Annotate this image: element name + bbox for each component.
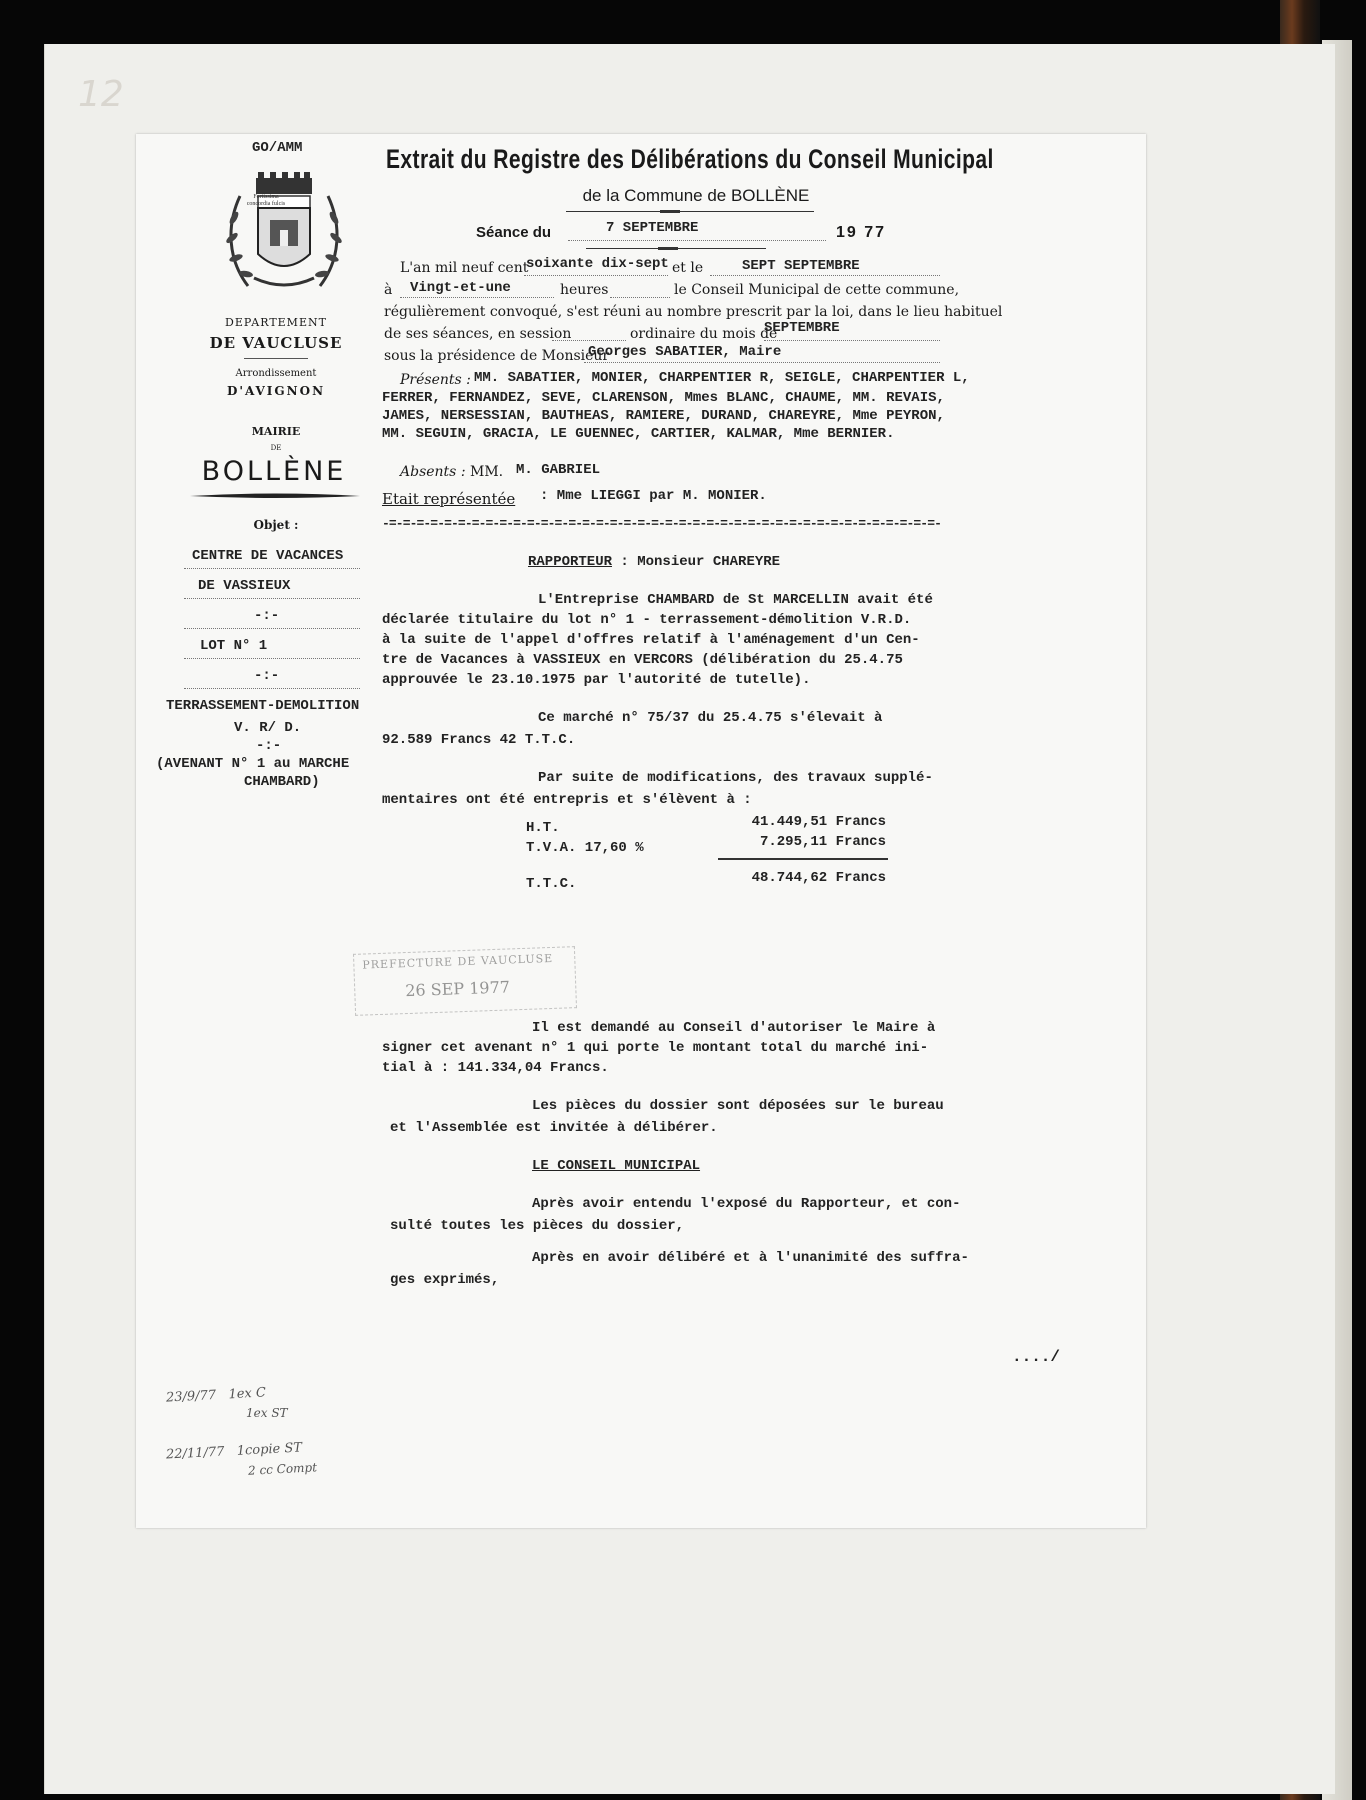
objet-line: DE VASSIEUX (198, 578, 291, 594)
body-line: Les pièces du dossier sont déposées sur le bureau (532, 1098, 944, 1114)
body-line: déclarée titulaire du lot n° 1 - terrassement-démolition V.R.D. (382, 612, 912, 628)
amount-label: T.T.C. (526, 876, 577, 892)
departement-label: DEPARTEMENT (225, 316, 327, 329)
body-line: Ce marché n° 75/37 du 25.4.75 s'élevait à (538, 710, 883, 726)
document-subtitle: de la Commune de BOLLÈNE (582, 186, 810, 205)
preamble-hour: Vingt-et-une (410, 280, 511, 296)
mairie-label: MAIRIE (251, 425, 301, 438)
body-line: Il est demandé au Conseil d'autoriser le Maire à (532, 1020, 936, 1036)
presents-line: MM. SABATIER, MONIER, CHARPENTIER R, SEIGLE, CHARPENTIER L, (474, 370, 970, 386)
crest-motto-line2: concordia fulcis (246, 201, 286, 207)
seance-year: 19 77 (836, 224, 887, 241)
objet-line: CENTRE DE VACANCES (192, 548, 344, 564)
represente-text: : Mme LIEGGI par M. MONIER. (540, 488, 767, 504)
absents-names: M. GABRIEL (516, 462, 601, 478)
ville-flourish-icon (188, 492, 362, 500)
objet-line: -:- (254, 608, 280, 624)
document-title: Extrait du Registre des Délibérations du Conseil Municipal (386, 144, 994, 174)
rapporteur-label: RAPPORTEUR (528, 554, 613, 570)
handwritten-note: 22/11/77 1copie ST (165, 1440, 303, 1463)
rapporteur-name: : Monsieur CHAREYRE (620, 554, 781, 570)
arrondissement-name: D'AVIGNON (226, 384, 326, 398)
preamble-text: heures (560, 282, 609, 298)
ville-name: BOLLÈNE (201, 456, 347, 487)
amount-label: T.V.A. 17,60 % (526, 840, 644, 856)
body-line: tial à : 141.334,04 Francs. (382, 1060, 609, 1076)
preamble-text: de ses séances, en session (384, 326, 572, 342)
body-line: L'Entreprise CHAMBARD de St MARCELLIN avait été (538, 592, 933, 608)
objet-line: V. R/ D. (234, 720, 302, 736)
amount-value: 7.295,11 Francs (759, 834, 886, 850)
presents-line: MM. SEGUIN, GRACIA, LE GUENNEC, CARTIER, KALMAR, Mme BERNIER. (382, 426, 895, 442)
continuation-mark: ..../ (1012, 1348, 1061, 1366)
preamble-text: à (384, 282, 393, 298)
body-line: signer cet avenant n° 1 qui porte le montant total du marché ini- (382, 1040, 929, 1056)
page-number: 12 (78, 74, 124, 115)
body-line: et l'Assemblée est invitée à délibérer. (390, 1120, 718, 1136)
handwritten-note: 2 cc Compt (247, 1460, 318, 1478)
presents-line: FERRER, FERNANDEZ, SEVE, CLARENSON, Mmes BLANC, CHAUME, MM. REVAIS, (382, 390, 945, 406)
objet-label: Objet : (253, 518, 299, 532)
mairie-de: DE (270, 444, 282, 452)
preamble-year-words: soixante dix-sept (526, 256, 669, 272)
preamble-text: régulièrement convoqué, s'est réuni au nombre prescrit par la loi, dans le lieu habituel (384, 304, 1003, 320)
handwritten-note: 1ex ST (246, 1406, 288, 1420)
preamble-president: Georges SABATIER, Maire (588, 344, 782, 360)
reference-code: GO/AMM (252, 140, 303, 156)
presents-line: JAMES, NERSESSIAN, BAUTHEAS, RAMIERE, DURAND, CHAREYRE, Mme PEYRON, (382, 408, 945, 424)
preamble-text: sous la présidence de Monsieur (384, 348, 610, 364)
body-line: à la suite de l'appel d'offres relatif à l'aménagement d'un Cen- (382, 632, 920, 648)
amount-value: 48.744,62 Francs (751, 870, 886, 886)
absents-label: Absents : (400, 464, 466, 480)
preamble-text: L'an mil neuf cent (400, 260, 529, 276)
objet-line: LOT N° 1 (200, 638, 268, 654)
represente-label: Etait représentée (382, 490, 516, 508)
body-line: mentaires ont été entrepris et s'élèvent à : (382, 792, 752, 808)
seance-date: 7 SEPTEMBRE (606, 220, 699, 236)
handwritten-note: 23/9/77 1ex C (165, 1385, 267, 1406)
body-line: Après en avoir délibéré et à l'unanimité des suffra- (532, 1250, 969, 1266)
amount-label: H.T. (526, 820, 560, 836)
body-line: ges exprimés, (390, 1272, 500, 1288)
objet-line: TERRASSEMENT-DEMOLITION (166, 698, 360, 714)
amount-value: 41.449,51 Francs (751, 814, 886, 830)
body-line: 92.589 Francs 42 T.T.C. (382, 732, 576, 748)
departement-name: DE VAUCLUSE (209, 334, 343, 352)
preamble-month: SEPTEMBRE (764, 320, 840, 336)
preamble-text: le Conseil Municipal de cette commune, (674, 282, 960, 298)
separator-line: -=-=-=-=-=-=-=-=-=-=-=-=-=-=-=-=-=-=-=-=-=-=-=-=-=-=-=-=-=-=-=-=-=-=-=-=-=-=-=-=- (382, 516, 942, 531)
objet-line: CHAMBARD) (244, 774, 320, 790)
conseil-heading: LE CONSEIL MUNICIPAL (532, 1158, 701, 1174)
prefecture-stamp: PREFECTURE DE VAUCLUSE 26 SEP 1977 (353, 946, 577, 1016)
preamble-day: SEPT SEPTEMBRE (742, 258, 860, 274)
body-line: sulté toutes les pièces du dossier, (390, 1218, 685, 1234)
bollene-crest-icon (218, 168, 350, 300)
presents-label: Présents : (400, 372, 471, 388)
arrondissement-label: Arrondissement (235, 368, 317, 379)
objet-line: -:- (254, 668, 280, 684)
body-line: approuvée le 23.10.1975 par l'autorité de tutelle). (382, 672, 811, 688)
preamble-text: et le (672, 260, 704, 276)
crest-motto-line1: Fortissima (253, 194, 279, 200)
body-line: Après avoir entendu l'exposé du Rapporteur, et con- (532, 1196, 961, 1212)
body-line: tre de Vacances à VASSIEUX en VERCORS (délibération du 25.4.75 (382, 652, 903, 668)
seance-label: Séance du (476, 224, 552, 241)
document-sheet (136, 134, 1146, 1528)
absents-mm: MM. (470, 464, 504, 480)
objet-line: -:- (256, 738, 282, 754)
objet-line: (AVENANT N° 1 au MARCHE (156, 756, 350, 772)
preamble-text: ordinaire du mois de (630, 326, 778, 342)
body-line: Par suite de modifications, des travaux supplé- (538, 770, 933, 786)
